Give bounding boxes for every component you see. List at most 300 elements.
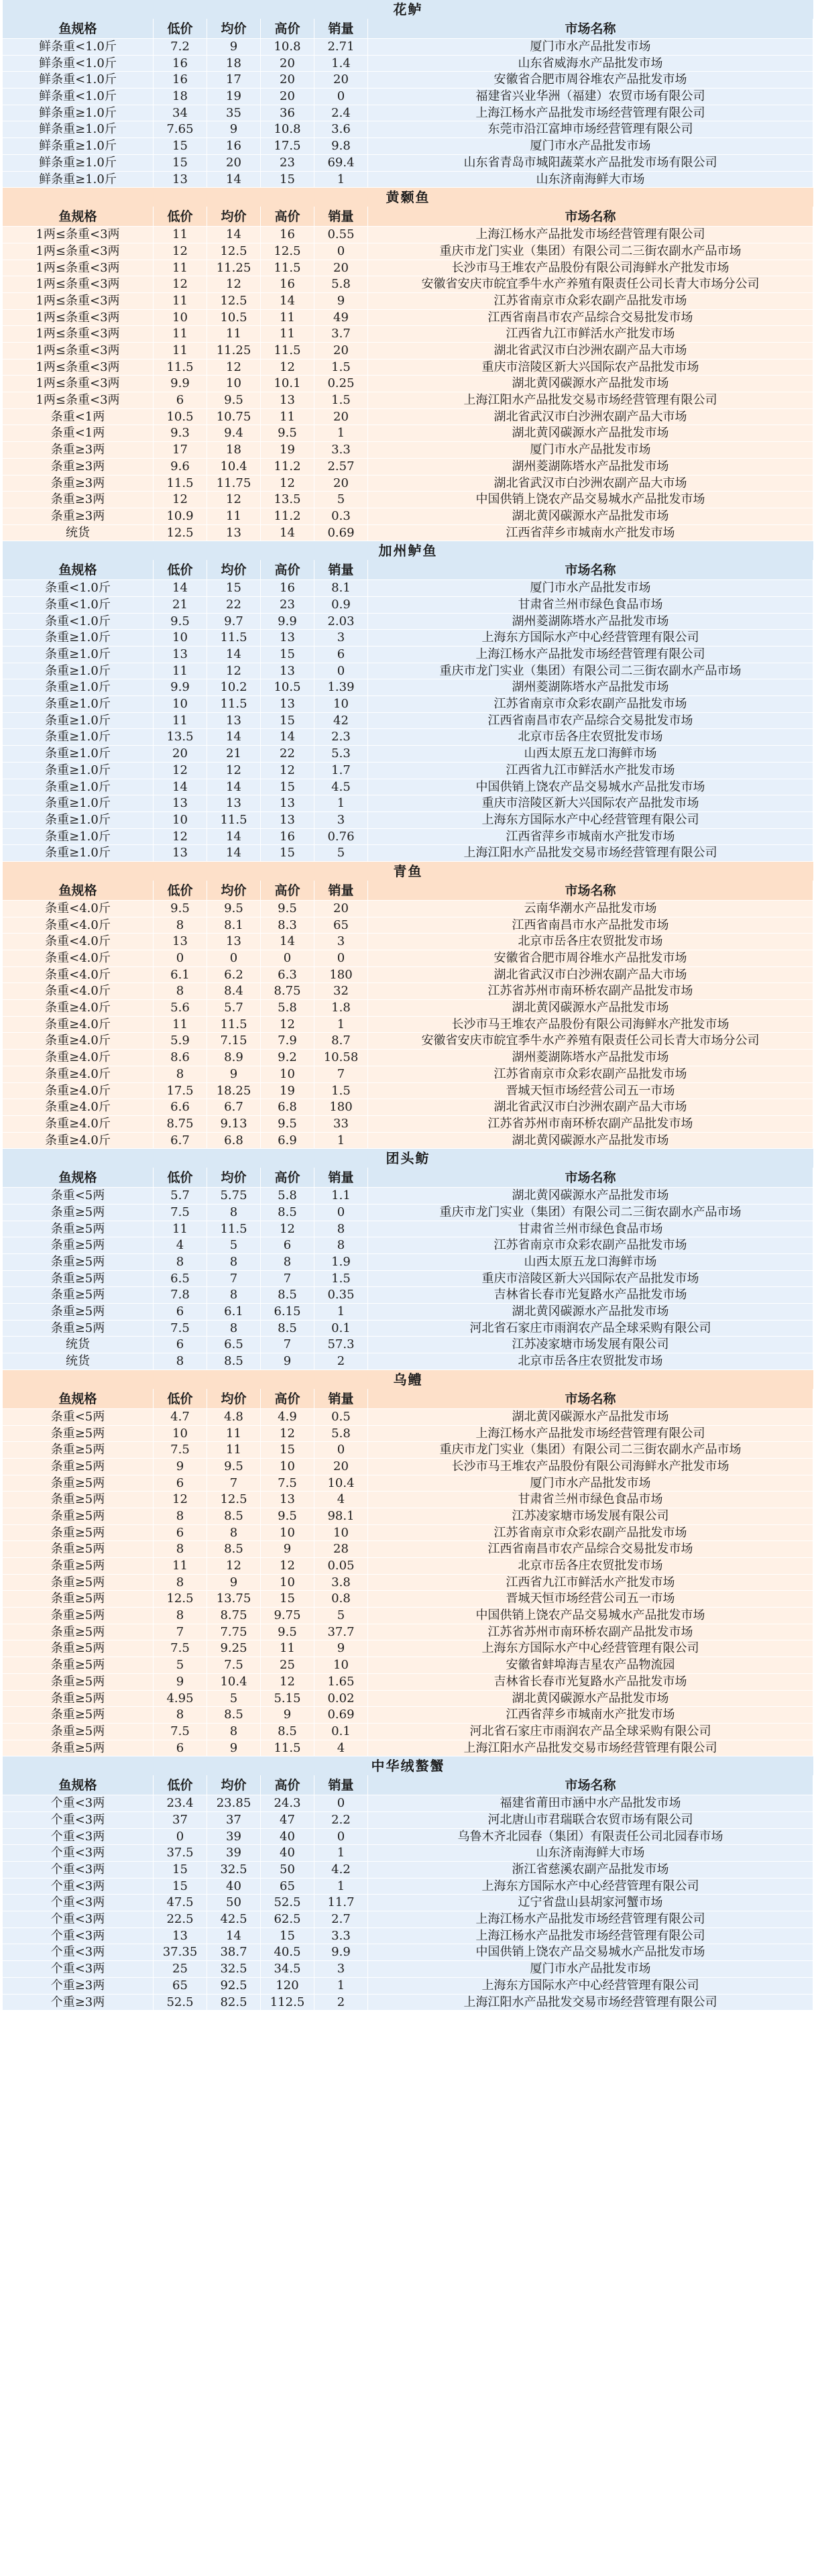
table-cell: 11 xyxy=(154,343,207,359)
table-cell: 4.2 xyxy=(314,1862,368,1879)
column-header: 高价 xyxy=(261,19,314,39)
table-cell: 42.5 xyxy=(207,1911,261,1928)
table-cell: 52.5 xyxy=(261,1895,314,1911)
table-cell: 8 xyxy=(314,1221,368,1238)
table-cell: 8.5 xyxy=(207,1353,261,1370)
column-header: 均价 xyxy=(207,19,261,39)
table-cell: 江西省萍乡市城南水产批发市场 xyxy=(368,829,813,846)
table-cell: 条重≥3两 xyxy=(3,475,154,492)
table-cell: 8.5 xyxy=(261,1205,314,1221)
table-cell: 9.5 xyxy=(261,1116,314,1133)
column-header: 市场名称 xyxy=(368,19,813,39)
table-cell: 个重≥3两 xyxy=(3,1995,154,2011)
table-row xyxy=(3,1995,813,2011)
table-cell: 15 xyxy=(261,647,314,663)
table-cell: 12 xyxy=(154,829,207,846)
table-cell: 40 xyxy=(261,1829,314,1846)
table-cell: 11 xyxy=(154,293,207,310)
table-cell: 13.5 xyxy=(154,729,207,746)
table-cell: 8 xyxy=(207,1254,261,1271)
table-cell: 11.5 xyxy=(207,1017,261,1033)
table-cell: 13 xyxy=(207,795,261,812)
table-cell: 37.5 xyxy=(154,1845,207,1862)
table-cell: 8.5 xyxy=(207,1541,261,1558)
table-row xyxy=(3,260,813,277)
table-cell: 厦门市水产品批发市场 xyxy=(368,580,813,597)
table-cell: 1两≤条重<3两 xyxy=(3,276,154,293)
table-cell: 浙江省慈溪农副产品批发市场 xyxy=(368,1862,813,1879)
table-cell: 37 xyxy=(154,1812,207,1829)
table-row xyxy=(3,1321,813,1337)
table-row xyxy=(3,1426,813,1443)
table-cell: 112.5 xyxy=(261,1995,314,2011)
table-cell: 3.6 xyxy=(314,121,368,138)
table-cell: 2 xyxy=(314,1353,368,1370)
section xyxy=(3,0,813,188)
table-cell: 北京市岳各庄农贸批发市场 xyxy=(368,1353,813,1370)
table-cell: 1 xyxy=(314,795,368,812)
table-cell: 8.5 xyxy=(261,1287,314,1304)
table-cell: 32.5 xyxy=(207,1961,261,1978)
table-cell: 厦门市水产品批发市场 xyxy=(368,1961,813,1978)
column-header: 市场名称 xyxy=(368,207,813,227)
table-cell: 湖州菱湖陈塔水产品批发市场 xyxy=(368,679,813,696)
table-row xyxy=(3,138,813,155)
table-cell: 8 xyxy=(207,1525,261,1542)
table-cell: 个重<3两 xyxy=(3,1795,154,1812)
table-cell: 江西省九江市鲜活水产批发市场 xyxy=(368,763,813,779)
table-cell: 条重<4.0斤 xyxy=(3,983,154,1000)
table-row xyxy=(3,795,813,812)
column-header: 销量 xyxy=(314,207,368,227)
table-cell: 8.1 xyxy=(207,917,261,934)
table-cell: 34 xyxy=(154,105,207,122)
table-cell: 个重<3两 xyxy=(3,1829,154,1846)
table-cell: 9.9 xyxy=(154,376,207,392)
table-cell: 12 xyxy=(261,1674,314,1691)
table-cell: 12 xyxy=(261,475,314,492)
table-cell: 8 xyxy=(207,1724,261,1740)
table-cell: 条重≥3两 xyxy=(3,442,154,459)
table-cell: 7.5 xyxy=(261,1475,314,1492)
table-row xyxy=(3,508,813,525)
table-cell: 12 xyxy=(207,359,261,376)
table-cell: 20 xyxy=(314,409,368,426)
table-cell: 江西省九江市鲜活水产批发市场 xyxy=(368,1575,813,1591)
table-cell: 14 xyxy=(261,934,314,950)
table-cell: 鲜条重≥1.0斤 xyxy=(3,172,154,188)
table-cell: 中国供销上饶农产品交易城水产品批发市场 xyxy=(368,1944,813,1961)
table-cell: 11 xyxy=(154,326,207,343)
table-row xyxy=(3,1845,813,1862)
section-title: 团头鲂 xyxy=(3,1149,813,1168)
table-row xyxy=(3,1707,813,1724)
table-cell: 个重<3两 xyxy=(3,1845,154,1862)
table-cell: 12 xyxy=(154,276,207,293)
table-cell: 3.3 xyxy=(314,442,368,459)
table-cell: 10 xyxy=(314,1525,368,1542)
table-cell: 湖北省武汉市白沙洲农副产品大市场 xyxy=(368,1099,813,1116)
table-cell: 18 xyxy=(207,442,261,459)
table-cell: 47.5 xyxy=(154,1895,207,1911)
table-cell: 13 xyxy=(261,812,314,829)
table-cell: 13 xyxy=(261,392,314,409)
table-row xyxy=(3,1895,813,1911)
table-cell: 0.35 xyxy=(314,1287,368,1304)
table-cell: 12.5 xyxy=(154,1591,207,1608)
table-row xyxy=(3,376,813,392)
table-cell: 0.8 xyxy=(314,1591,368,1608)
section-title: 中华绒螯蟹 xyxy=(3,1756,813,1775)
table-cell: 1.5 xyxy=(314,392,368,409)
table-cell: 2.3 xyxy=(314,729,368,746)
table-row xyxy=(3,392,813,409)
table-row xyxy=(3,1237,813,1254)
table-row xyxy=(3,359,813,376)
table-cell: 山东省青岛市城阳蔬菜水产品批发市场有限公司 xyxy=(368,155,813,172)
table-cell: 16 xyxy=(261,580,314,597)
table-cell: 鲜条重≥1.0斤 xyxy=(3,155,154,172)
table-cell: 3 xyxy=(314,934,368,950)
table-cell: 厦门市水产品批发市场 xyxy=(368,39,813,56)
table-cell: 条重≥1.0斤 xyxy=(3,795,154,812)
table-cell: 9.5 xyxy=(207,392,261,409)
table-cell: 39 xyxy=(207,1829,261,1846)
table-cell: 5.8 xyxy=(261,1188,314,1205)
table-cell: 11.75 xyxy=(207,475,261,492)
table-cell: 辽宁省盘山县胡家河蟹市场 xyxy=(368,1895,813,1911)
table-cell: 厦门市水产品批发市场 xyxy=(368,138,813,155)
column-header: 销量 xyxy=(314,1168,368,1188)
column-header: 市场名称 xyxy=(368,560,813,580)
table-row xyxy=(3,614,813,630)
table-cell: 2.4 xyxy=(314,105,368,122)
table-row xyxy=(3,1978,813,1995)
table-cell: 条重≥5两 xyxy=(3,1475,154,1492)
table-cell: 7 xyxy=(207,1271,261,1288)
table-cell: 条重≥5两 xyxy=(3,1442,154,1459)
table-cell: 2.57 xyxy=(314,459,368,475)
table-cell: 24.3 xyxy=(261,1795,314,1812)
table-row xyxy=(3,580,813,597)
table-cell: 16 xyxy=(154,56,207,72)
table-cell: 11 xyxy=(154,260,207,277)
table-cell: 江苏凌家塘市场发展有限公司 xyxy=(368,1508,813,1525)
table-cell: 8.5 xyxy=(261,1321,314,1337)
table-cell: 统货 xyxy=(3,1337,154,1353)
section xyxy=(3,1756,813,2011)
table-cell: 8.4 xyxy=(207,983,261,1000)
table-cell: 12 xyxy=(261,763,314,779)
section xyxy=(3,862,813,1149)
column-header: 均价 xyxy=(207,881,261,901)
table-cell: 1.65 xyxy=(314,1674,368,1691)
table-cell: 34.5 xyxy=(261,1961,314,1978)
table-cell: 条重≥5两 xyxy=(3,1492,154,1508)
table-cell: 湖北黄冈碳源水产品批发市场 xyxy=(368,1304,813,1321)
table-cell: 4.95 xyxy=(154,1691,207,1707)
table-cell: 12 xyxy=(207,663,261,680)
table-cell: 12 xyxy=(207,276,261,293)
table-cell: 11 xyxy=(207,326,261,343)
table-cell: 重庆市涪陵区新大兴国际农产品批发市场 xyxy=(368,1271,813,1288)
table-cell: 12 xyxy=(261,359,314,376)
table-cell: 4 xyxy=(154,1237,207,1254)
table-cell: 5.8 xyxy=(314,276,368,293)
table-cell: 江西省南昌市农产品综合交易批发市场 xyxy=(368,310,813,327)
table-row xyxy=(3,1099,813,1116)
table-cell: 湖北黄冈碳源水产品批发市场 xyxy=(368,1409,813,1426)
table-cell: 湖北黄冈碳源水产品批发市场 xyxy=(368,1133,813,1150)
table-cell: 20 xyxy=(261,89,314,105)
table-cell: 0.3 xyxy=(314,508,368,525)
table-cell: 7 xyxy=(314,1066,368,1083)
table-cell: 8.7 xyxy=(314,1033,368,1050)
table-cell: 12 xyxy=(261,1221,314,1238)
column-header: 低价 xyxy=(154,560,207,580)
table-cell: 江苏省苏州市南环桥农副产品批发市场 xyxy=(368,1624,813,1641)
table-cell: 湖北黄冈碳源水产品批发市场 xyxy=(368,1188,813,1205)
table-cell: 江西省萍乡市城南水产批发市场 xyxy=(368,1707,813,1724)
table-row xyxy=(3,1575,813,1591)
table-row xyxy=(3,763,813,779)
table-cell: 10.8 xyxy=(261,121,314,138)
table-cell: 条重≥1.0斤 xyxy=(3,713,154,730)
table-cell: 2.7 xyxy=(314,1911,368,1928)
table-cell: 13 xyxy=(207,934,261,950)
table-cell: 8 xyxy=(261,1254,314,1271)
table-cell: 18.25 xyxy=(207,1083,261,1100)
table-cell: 8.5 xyxy=(207,1508,261,1525)
table-row xyxy=(3,934,813,950)
table-cell: 12.5 xyxy=(207,243,261,260)
table-cell: 1 xyxy=(314,1133,368,1150)
table-cell: 9.6 xyxy=(154,459,207,475)
table-cell: 上海东方国际水产中心经营管理有限公司 xyxy=(368,812,813,829)
table-cell: 37.35 xyxy=(154,1944,207,1961)
table-cell: 福建省兴业华洲（福建）农贸市场有限公司 xyxy=(368,89,813,105)
table-cell: 16 xyxy=(261,227,314,243)
table-cell: 9.5 xyxy=(154,614,207,630)
table-cell: 2.71 xyxy=(314,39,368,56)
table-cell: 12 xyxy=(154,243,207,260)
table-cell: 8 xyxy=(154,983,207,1000)
column-header: 销量 xyxy=(314,1389,368,1409)
table-cell: 32 xyxy=(314,983,368,1000)
table-cell: 16 xyxy=(207,138,261,155)
price-table xyxy=(3,0,813,2011)
table-cell: 9.3 xyxy=(154,425,207,442)
table-cell: 6.15 xyxy=(261,1304,314,1321)
table-cell: 上海东方国际水产中心经营管理有限公司 xyxy=(368,1879,813,1895)
table-row xyxy=(3,746,813,763)
column-header: 鱼规格 xyxy=(3,1168,154,1188)
table-row xyxy=(3,39,813,56)
table-row xyxy=(3,459,813,475)
section-title: 花鲈 xyxy=(3,0,813,19)
table-cell: 11 xyxy=(154,1221,207,1238)
table-cell: 1两≤条重<3两 xyxy=(3,310,154,327)
table-cell: 5.7 xyxy=(154,1188,207,1205)
table-cell: 4.9 xyxy=(261,1409,314,1426)
table-cell: 2.03 xyxy=(314,614,368,630)
table-cell: 福建省莆田市涵中水产品批发市场 xyxy=(368,1795,813,1812)
table-cell: 1.5 xyxy=(314,1083,368,1100)
table-cell: 甘肃省兰州市绿色食品市场 xyxy=(368,597,813,614)
table-cell: 条重<1.0斤 xyxy=(3,580,154,597)
table-cell: 6.1 xyxy=(207,1304,261,1321)
table-cell: 9.4 xyxy=(207,425,261,442)
table-cell: 23.4 xyxy=(154,1795,207,1812)
table-cell: 11 xyxy=(154,713,207,730)
table-cell: 条重≥4.0斤 xyxy=(3,1017,154,1033)
table-cell: 8 xyxy=(207,1287,261,1304)
column-header: 均价 xyxy=(207,1389,261,1409)
table-row xyxy=(3,326,813,343)
table-cell: 湖北省武汉市白沙洲农副产品大市场 xyxy=(368,409,813,426)
table-cell: 17 xyxy=(154,442,207,459)
table-cell: 2.2 xyxy=(314,1812,368,1829)
table-cell: 湖州菱湖陈塔水产品批发市场 xyxy=(368,614,813,630)
table-cell: 长沙市马王堆农产品股份有限公司海鲜水产批发市场 xyxy=(368,1459,813,1475)
table-cell: 湖北省武汉市白沙洲农副产品大市场 xyxy=(368,967,813,984)
table-cell: 条重≥5两 xyxy=(3,1221,154,1238)
table-cell: 条重≥5两 xyxy=(3,1321,154,1337)
table-cell: 20 xyxy=(314,260,368,277)
table-cell: 3 xyxy=(314,812,368,829)
table-row xyxy=(3,1337,813,1353)
table-cell: 山东济南海鲜大市场 xyxy=(368,1845,813,1862)
table-cell: 11.25 xyxy=(207,260,261,277)
table-cell: 6.5 xyxy=(154,1271,207,1288)
table-cell: 6.6 xyxy=(154,1099,207,1116)
table-cell: 8 xyxy=(154,1254,207,1271)
table-row xyxy=(3,1459,813,1475)
table-cell: 7.15 xyxy=(207,1033,261,1050)
table-cell: 7.5 xyxy=(154,1724,207,1740)
table-cell: 11.5 xyxy=(207,812,261,829)
table-cell: 13 xyxy=(154,845,207,862)
column-header: 均价 xyxy=(207,1775,261,1795)
table-cell: 条重≥1.0斤 xyxy=(3,679,154,696)
table-cell: 9 xyxy=(314,293,368,310)
table-cell: 32.5 xyxy=(207,1862,261,1879)
table-cell: 鲜条重<1.0斤 xyxy=(3,39,154,56)
table-cell: 1两≤条重<3两 xyxy=(3,359,154,376)
table-row xyxy=(3,525,813,542)
table-cell: 8.75 xyxy=(154,1116,207,1133)
table-row xyxy=(3,812,813,829)
table-cell: 11 xyxy=(261,310,314,327)
table-cell: 9.5 xyxy=(261,1508,314,1525)
table-cell: 4 xyxy=(314,1492,368,1508)
table-row xyxy=(3,663,813,680)
table-cell: 0 xyxy=(154,1829,207,1846)
table-cell: 6.1 xyxy=(154,967,207,984)
table-cell: 12 xyxy=(154,492,207,508)
table-cell: 8 xyxy=(314,1237,368,1254)
table-row xyxy=(3,276,813,293)
table-cell: 15 xyxy=(261,779,314,796)
table-cell: 江苏省南京市众彩农副产品批发市场 xyxy=(368,1066,813,1083)
table-cell: 13 xyxy=(154,1928,207,1945)
table-cell: 6.7 xyxy=(207,1099,261,1116)
table-cell: 上海江阳水产品批发交易市场经营管理有限公司 xyxy=(368,1995,813,2011)
table-row xyxy=(3,1066,813,1083)
table-cell: 条重<4.0斤 xyxy=(3,901,154,917)
column-header: 均价 xyxy=(207,207,261,227)
table-row xyxy=(3,89,813,105)
table-cell: 23 xyxy=(261,155,314,172)
table-cell: 北京市岳各庄农贸批发市场 xyxy=(368,934,813,950)
table-cell: 21 xyxy=(154,597,207,614)
table-cell: 条重≥1.0斤 xyxy=(3,696,154,713)
table-cell: 12 xyxy=(207,763,261,779)
table-cell: 11 xyxy=(207,1426,261,1443)
table-row xyxy=(3,679,813,696)
table-row xyxy=(3,713,813,730)
table-cell: 条重≥1.0斤 xyxy=(3,729,154,746)
table-cell: 10 xyxy=(261,1459,314,1475)
table-cell: 1.7 xyxy=(314,763,368,779)
table-cell: 15 xyxy=(207,580,261,597)
table-cell: 条重≥5两 xyxy=(3,1254,154,1271)
column-header: 销量 xyxy=(314,1775,368,1795)
table-cell: 湖北黄冈碳源水产品批发市场 xyxy=(368,508,813,525)
table-cell: 0 xyxy=(314,950,368,967)
table-cell: 10.8 xyxy=(261,39,314,56)
table-cell: 11.5 xyxy=(261,343,314,359)
table-cell: 11 xyxy=(261,326,314,343)
table-cell: 0.02 xyxy=(314,1691,368,1707)
table-cell: 120 xyxy=(261,1978,314,1995)
table-cell: 14 xyxy=(261,525,314,542)
table-cell: 20 xyxy=(314,1459,368,1475)
table-cell: 重庆市龙门实业（集团）有限公司二三街农副水产品市场 xyxy=(368,1442,813,1459)
table-cell: 条重<4.0斤 xyxy=(3,917,154,934)
table-cell: 5 xyxy=(314,845,368,862)
table-row xyxy=(3,983,813,1000)
table-cell: 0.55 xyxy=(314,227,368,243)
table-cell: 9 xyxy=(154,1459,207,1475)
table-row xyxy=(3,1640,813,1657)
table-cell: 1.4 xyxy=(314,56,368,72)
table-cell: 25 xyxy=(154,1961,207,1978)
table-cell: 0.05 xyxy=(314,1558,368,1575)
table-cell: 个重<3两 xyxy=(3,1944,154,1961)
table-cell: 1.39 xyxy=(314,679,368,696)
table-cell: 5.8 xyxy=(314,1426,368,1443)
table-cell: 12 xyxy=(261,1426,314,1443)
table-row xyxy=(3,1525,813,1542)
table-cell: 57.3 xyxy=(314,1337,368,1353)
table-row xyxy=(3,172,813,188)
table-cell: 8.75 xyxy=(261,983,314,1000)
table-cell: 62.5 xyxy=(261,1911,314,1928)
table-cell: 11 xyxy=(154,227,207,243)
table-cell: 8 xyxy=(154,1541,207,1558)
table-cell: 1.5 xyxy=(314,359,368,376)
table-cell: 10 xyxy=(154,630,207,647)
table-row xyxy=(3,409,813,426)
table-cell: 15 xyxy=(261,713,314,730)
table-cell: 山东济南海鲜大市场 xyxy=(368,172,813,188)
table-row xyxy=(3,1442,813,1459)
table-cell: 5 xyxy=(314,1608,368,1624)
table-cell: 10.5 xyxy=(207,310,261,327)
table-cell: 20 xyxy=(314,72,368,89)
table-cell: 上海江杨水产品批发市场经营管理有限公司 xyxy=(368,1928,813,1945)
